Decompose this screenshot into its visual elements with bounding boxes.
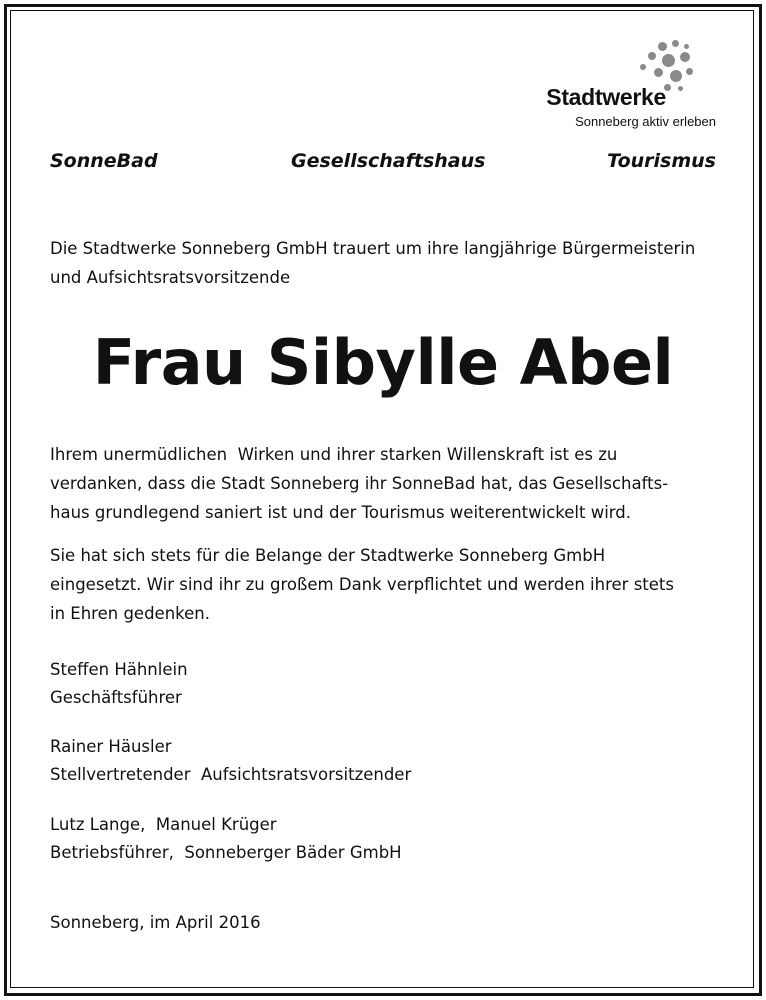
intro-line: und Aufsichtsratsvorsitzende — [50, 268, 291, 287]
section-gesellschaftshaus: Gesellschaftshaus — [291, 150, 486, 172]
section-sonnebad: SonneBad — [50, 150, 158, 172]
intro-line: Die Stadtwerke Sonneberg GmbH trauert um ihre langjährige Bürgermeisterin — [50, 239, 696, 258]
paragraph-line: eingesetzt. Wir sind ihr zu großem Dank verpflichtet und werden ihrer stets — [50, 575, 674, 594]
signatory-role: Stellvertretender Aufsichtsratsvorsitzender — [50, 765, 412, 784]
signatory-name: Lutz Lange, Manuel Krüger — [50, 815, 277, 834]
tribute-paragraph-2 — [50, 541, 720, 628]
signatory-2 — [50, 733, 411, 789]
logo-name: Stadtwerke — [546, 84, 666, 110]
deceased-name: Frau Sibylle Abel — [92, 326, 674, 399]
logo-tagline: Sonneberg aktiv erleben — [575, 114, 716, 129]
section-headings — [50, 150, 716, 180]
signatory-3 — [50, 811, 402, 867]
tribute-paragraph-1 — [50, 440, 720, 527]
paragraph-line: Ihrem unermüdlichen Wirken und ihrer starken Willenskraft ist es zu — [50, 445, 618, 464]
paragraph-line: haus grundlegend saniert ist und der Tourismus weiterentwickelt wird. — [50, 503, 632, 522]
signatory-name: Steffen Hähnlein — [50, 660, 188, 679]
paragraph-line: Sie hat sich stets für die Belange der Stadtwerke Sonneberg GmbH — [50, 546, 606, 565]
signatory-name: Rainer Häusler — [50, 737, 172, 756]
signatory-1 — [50, 656, 188, 712]
signatory-role: Geschäftsführer — [50, 688, 182, 707]
paragraph-line: verdanken, dass die Stadt Sonneberg ihr SonneBad hat, das Gesellschafts- — [50, 474, 669, 493]
signatory-role: Betriebsführer, Sonneberger Bäder GmbH — [50, 843, 402, 862]
place-date: Sonneberg, im April 2016 — [50, 913, 261, 932]
section-tourismus: Tourismus — [607, 150, 716, 172]
paragraph-line: in Ehren gedenken. — [50, 604, 210, 623]
stadtwerke-logo — [516, 38, 716, 133]
intro-paragraph — [50, 234, 720, 292]
